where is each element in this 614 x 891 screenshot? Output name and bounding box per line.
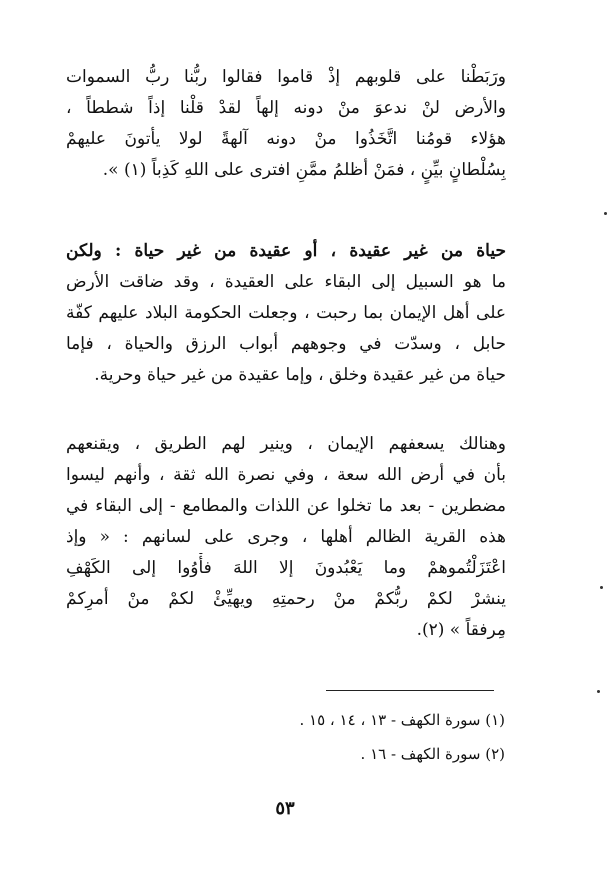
quran-quote-paragraph (66, 62, 506, 186)
text-line: ينشرْ لكمْ ربُّكمْ منْ رحمتِهِ ويهيِّئْ لكمْ منْ أمرِكمْ (66, 589, 506, 609)
footnote-1: (١) سورة الكهف - ١٣ ، ١٤ ، ١٥ . (299, 711, 505, 729)
text-line: والأرض لنْ ندعوَ منْ دونه إلهاً لقدْ قلْنا إذاً شططاً ، (66, 98, 506, 118)
text-line: بِسُلْطانٍ بيِّنٍ ، فمَنْ أظلمُ ممَّنِ افترى على اللهِ كَذِباً (١) ». (102, 160, 506, 180)
text-line: هؤلاء قومُنا اتَّخَذُوا منْ دونه آلهةً لولا يأتونَ عليهمْ (66, 129, 506, 149)
scan-speck (600, 586, 603, 589)
text-line: حياة من غير عقيدة وخلق ، وإما عقيدة من غير حياة وحرية. (94, 365, 506, 385)
page-number: ٥٣ (275, 798, 295, 819)
text-line: ورَبَطْنا على قلوبهم إذْ قاموا فقالوا ربُّنا ربُّ السموات (66, 67, 506, 87)
footnote-divider (326, 690, 494, 691)
text-line: اعْتَزَلْتُموهمْ وما يَعْبُدونَ إلا اللهَ فأْوُوا إلى الكَهْفِ (66, 558, 506, 578)
text-line: مضطرين - بعد ما تخلوا عن اللذات والمطامع - إلى البقاء في (66, 496, 506, 516)
text-line: حابل ، وسدّت في وجوههم أبواب الرزق والحياة ، فإما (66, 334, 506, 354)
text-line: مِرفقاً » (٢). (416, 620, 506, 640)
scan-speck (604, 212, 607, 215)
scan-speck (597, 690, 600, 693)
bold-lead-line: حياة من غير عقيدة ، أو عقيدة من غير حياة : ولكن (66, 241, 506, 261)
text-line: وهنالك يسعفهم الإيمان ، وينير لهم الطريق ، ويقنعهم (66, 434, 506, 454)
text-line: هذه القرية الظالم أهلها ، وجرى على لسانهم : « وإذ (66, 527, 506, 547)
text-line: ما هو السبيل إلى البقاء على العقيدة ، وقد ضاقت الأرض (66, 272, 506, 292)
text-line: بأن في أرض الله سعة ، وفي نصرة الله ثقة ، وأنهم ليسوا (66, 465, 506, 485)
footnote-2: (٢) سورة الكهف - ١٦ . (360, 745, 505, 763)
dilemma-paragraph (66, 236, 506, 391)
faith-paragraph (66, 429, 506, 646)
text-line: على أهل الإيمان بما رحبت ، وجعلت الحكومة البلاد عليهم كفّة (66, 303, 506, 323)
